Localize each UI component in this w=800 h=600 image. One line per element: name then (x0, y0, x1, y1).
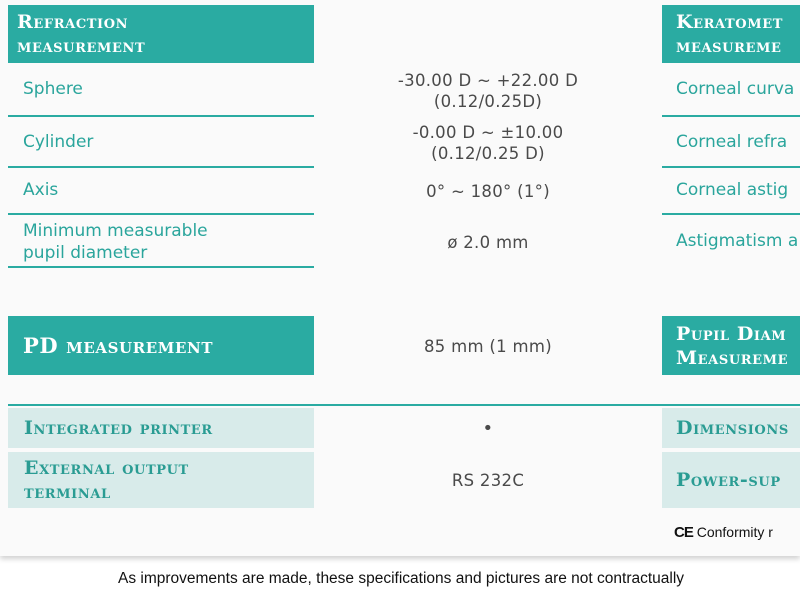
pupil-min-label-line2: pupil diameter (23, 243, 148, 263)
row-divider (8, 266, 314, 268)
pd-value: 85 mm (1 mm) (424, 337, 552, 356)
axis-value: 0° ~ 180° (1°) (426, 182, 550, 201)
keratometry-header-line2: measureme (676, 35, 782, 57)
external-header-line2: terminal (24, 481, 111, 503)
pupil-diameter-header-line2: Measureme (676, 346, 789, 369)
sphere-value-line1: -30.00 D ~ +22.00 D (397, 71, 579, 90)
keratometry-header-line1: Keratomet (676, 11, 783, 33)
row-divider (8, 166, 314, 168)
keratometry-row-1: Corneal curva (676, 79, 795, 99)
axis-label: Axis (23, 180, 59, 200)
printer-value: • (482, 418, 494, 439)
footer-disclaimer: As improvements are made, these specifications and pictures are not contractually (118, 570, 685, 587)
cylinder-value (315, 122, 661, 164)
keratometry-row-3: Corneal astig (676, 180, 789, 200)
conformity-text: Conformity r (696, 524, 773, 540)
sphere-label: Sphere (23, 79, 83, 99)
sphere-value (315, 70, 661, 112)
external-header-line1: External output (24, 457, 189, 479)
printer-header (8, 408, 314, 448)
power-supply-header-text: Power-sup (676, 469, 781, 491)
dimensions-header-text: Dimensions (676, 417, 789, 439)
pd-header (8, 316, 314, 375)
keratometry-header (662, 5, 800, 63)
pupil-min-label-line1: Minimum measurable (23, 221, 208, 241)
row-divider (8, 213, 314, 215)
pupil-diameter-header-line1: Pupil Diam (676, 322, 787, 345)
power-supply-header (662, 452, 800, 508)
cylinder-label: Cylinder (23, 132, 94, 152)
pd-header-text: PD measurement (23, 332, 214, 358)
row-divider (662, 213, 800, 215)
refraction-header-line2: measurement (17, 35, 146, 57)
refraction-header (8, 5, 314, 63)
pupil-min-label (23, 220, 208, 264)
conformity-note (674, 524, 773, 541)
section-divider (8, 404, 800, 406)
row-divider (662, 115, 800, 117)
row-divider (662, 166, 800, 168)
cylinder-value-line2: (0.12/0.25 D) (431, 144, 545, 163)
ce-mark-icon: CE (674, 524, 693, 541)
row-divider (8, 115, 314, 117)
refraction-header-line1: Refraction (17, 11, 129, 33)
printer-header-text: Integrated printer (24, 417, 213, 439)
sphere-value-line2: (0.12/0.25D) (433, 92, 543, 111)
cylinder-value-line1: -0.00 D ~ ±10.00 (412, 123, 564, 142)
pupil-min-value: ø 2.0 mm (447, 233, 529, 252)
keratometry-row-4: Astigmatism a (676, 231, 799, 251)
pupil-diameter-header (662, 316, 800, 375)
dimensions-header (662, 408, 800, 448)
keratometry-row-2: Corneal refra (676, 132, 788, 152)
external-value: RS 232C (451, 471, 525, 490)
external-header (8, 452, 314, 508)
